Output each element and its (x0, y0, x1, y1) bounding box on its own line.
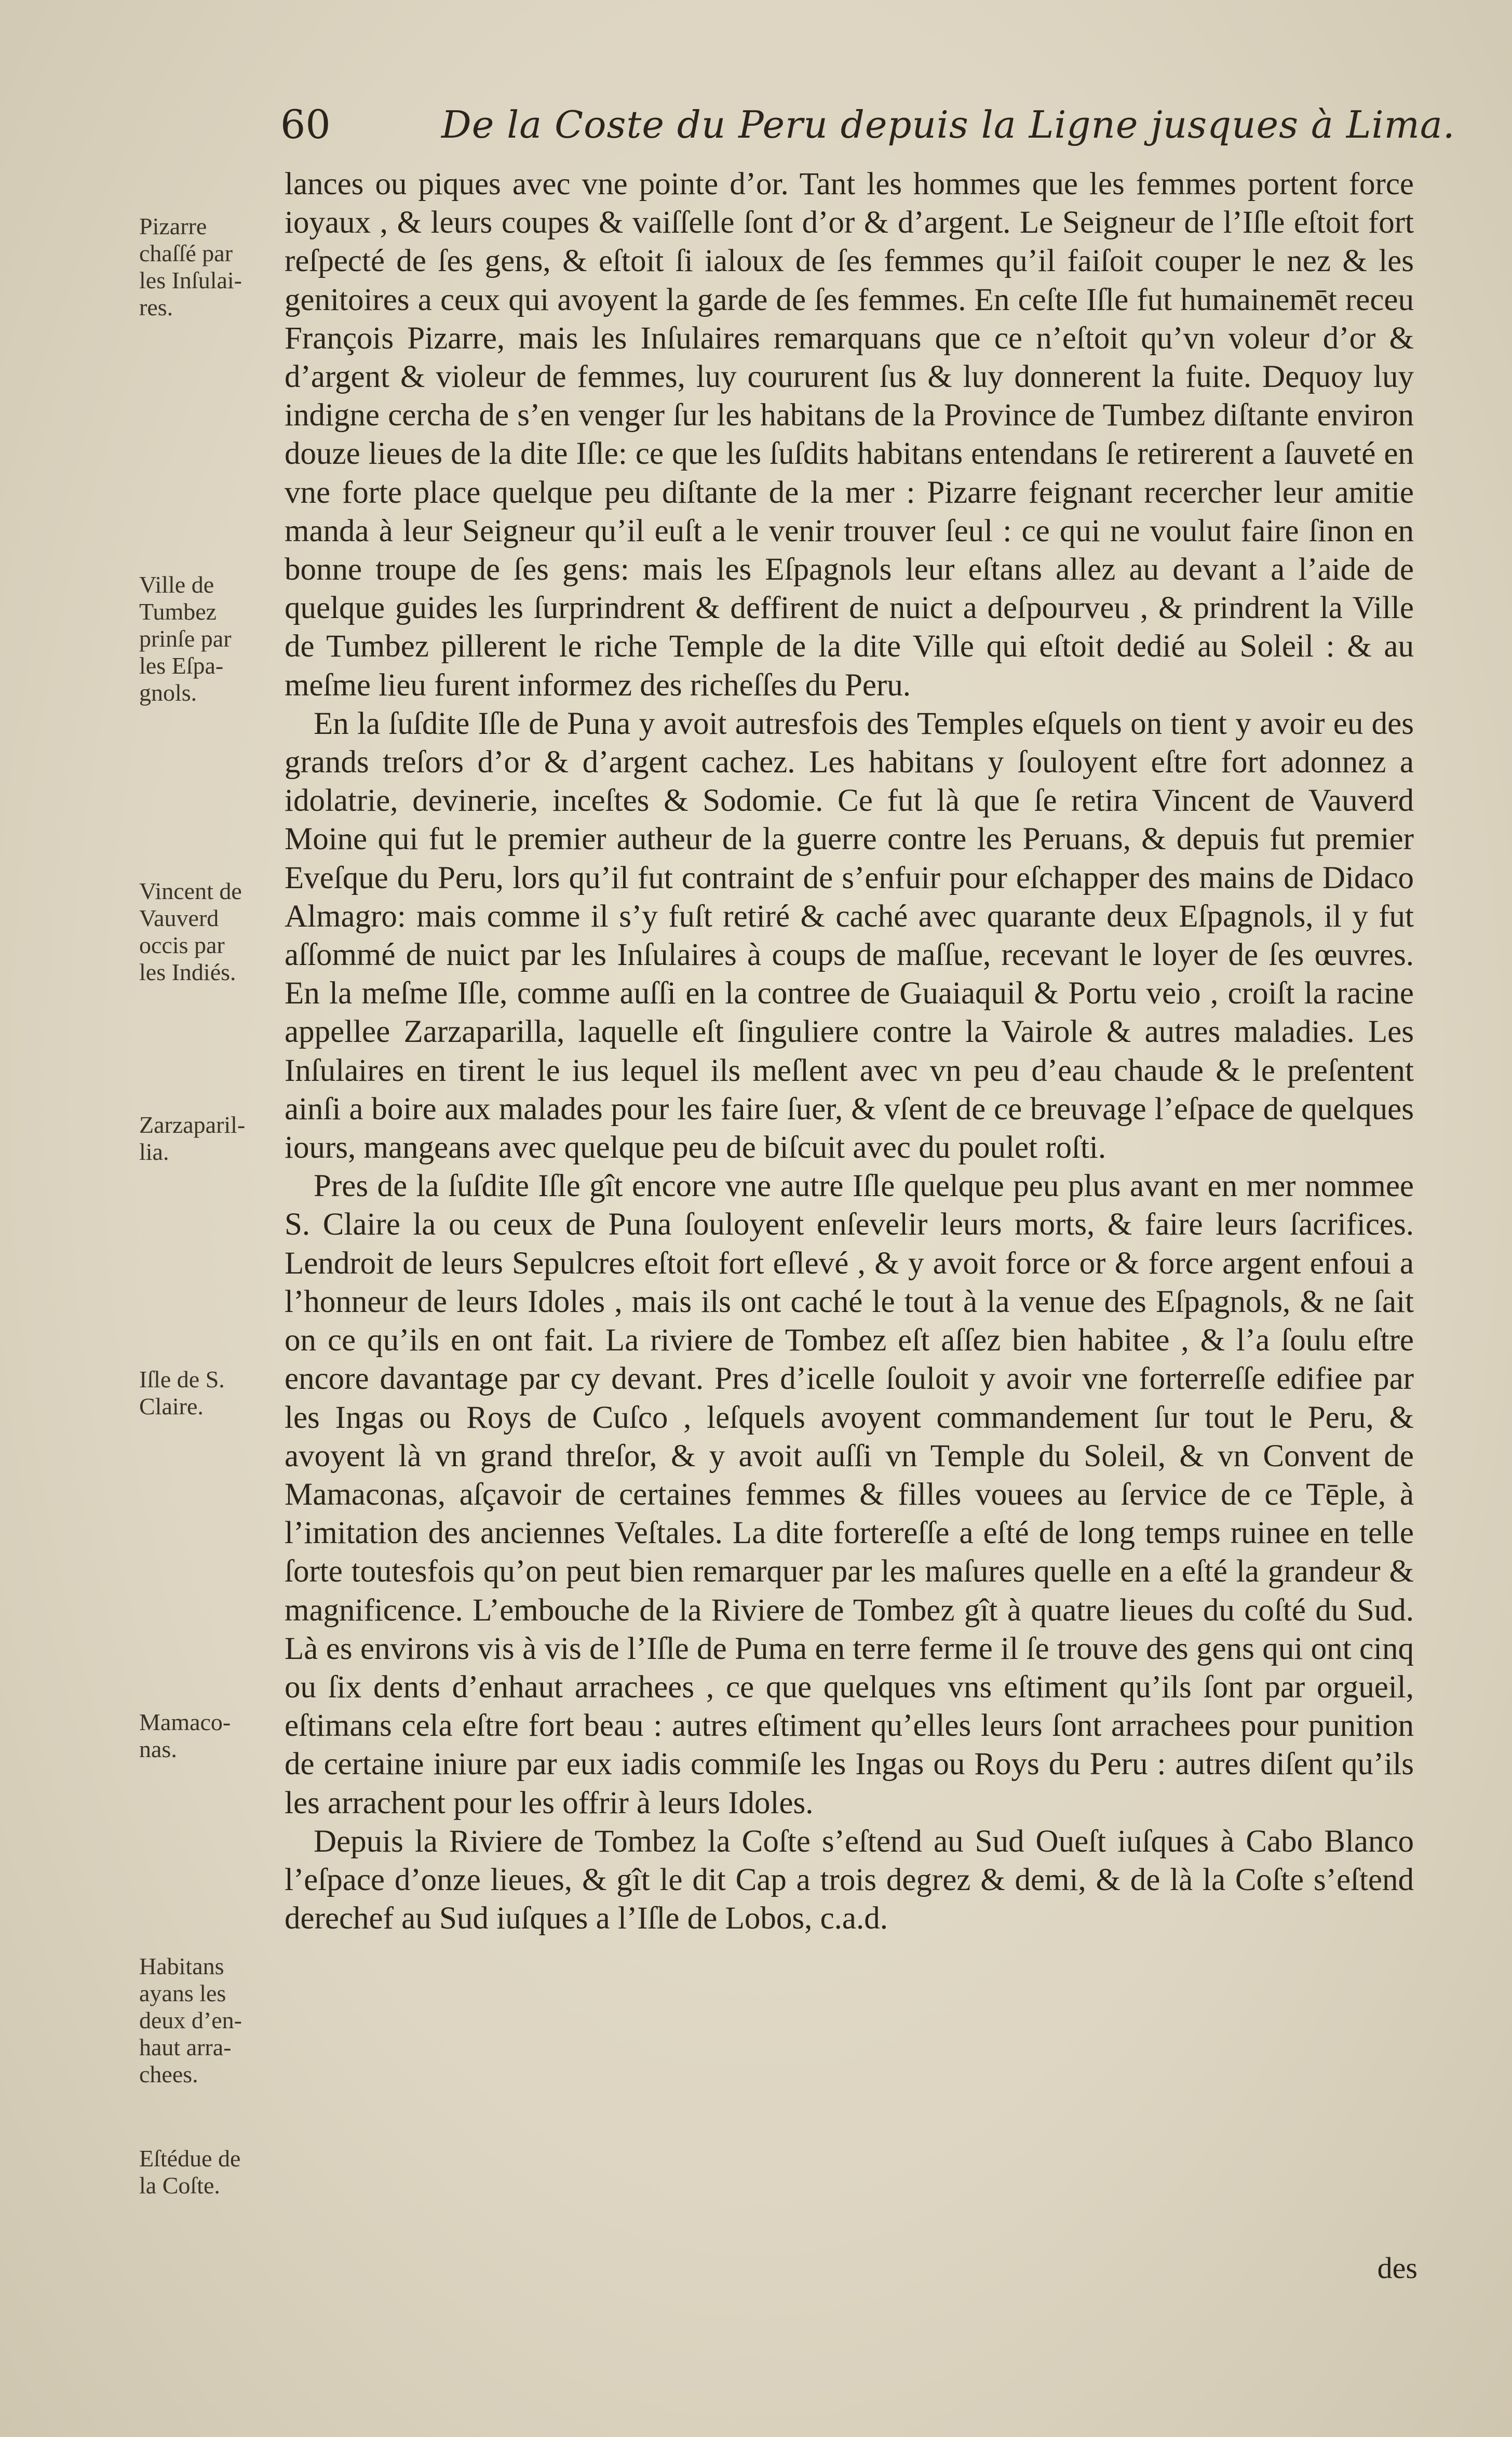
main-text (285, 165, 1414, 2264)
margin-note: Ville de Tumbez prinſe par les Eſpa- gnols. (139, 571, 232, 706)
margin-note: Mamaco- nas. (139, 1709, 231, 1762)
margin-note: Iſle de S. Claire. (139, 1366, 225, 1420)
paragraph: En la ſuſdite Iſle de Puna y avoit autresfois des Temples eſquels on tient y avoir eu des grands treſors d’or & d’argent cachez. Les habitans y ſouloyent eſtre fort adonnez a idolatrie, devinerie, inceſtes & Sodomie. Ce fut là que ſe retira Vincent de Vauverd Moine qui fut le premier autheur de la guerre contre les Peruans, & depuis fut premier Eveſque du Peru, lors qu’il fut contraint de s’enfuir pour eſchapper des mains de Didaco Almagro: mais comme il s’y fuſt retiré & caché avec quarante deux Eſpagnols, il y fut aſſommé de nuict par les Inſulaires à coups de maſſue, recevant le loyer de ſes œuvres. En la meſme Iſle, comme auſſi en la contree de Guaiaquil & Portu veio , croiſt la racine appellee Zarzaparilla, laquelle eſt ſinguliere contre la Vairole & autres maladies. Les Inſulaires en tirent le ius lequel ils meſlent avec vn peu d’eau chaude & le preſentent ainſi a boire aux malades pour les faire ſuer, & vſent de ce breuvage l’eſpace de quelques iours, mangeans avec quelque peu de biſcuit avec du poulet roſti. (285, 706, 1414, 1166)
page-number: 60 (280, 101, 331, 148)
paragraph: lances ou piques avec vne pointe d’or. Tant les hommes que les femmes portent force ioyaux , & leurs coupes & vaiſſelle ſont d’or & d’argent. Le Seigneur de l’Iſle eſtoit fort reſpecté de ſes gens, & eſtoit ſi ialoux de ſes femmes qu’il faiſoit couper le nez & les genitoires a ceux qui avoyent la garde de ſes femmes. En ceſte Iſle fut humainemēt receu François Pizarre, mais les Inſulaires remarquans que ce n’eſtoit qu’vn voleur d’or & d’argent & violeur de femmes, luy coururent ſus & luy donnerent la fuite. Dequoy luy indigne cercha de s’en venger ſur les habitans de la Province de Tumbez diſtante environ douze lieues de la dite Iſle: ce que les ſuſdits habitans entendans ſe retirerent a ſauveté en vne forte place quelque peu diſtante de la mer : Pizarre feignant recercher leur amitie manda à leur Seigneur qu’il euſt a le venir trouver ſeul : ce qui ne voulut faire ſinon en bonne troupe de ſes gens: mais les Eſpagnols leur eſtans allez au devant a l’aide de quelque guides les ſurprindrent & deffirent de nuict a deſpourveu , & prindrent la Ville de Tumbez pillerent le riche Temple de la dite Ville qui eſtoit dedié au Soleil : & au meſme lieu furent informez des richeſſes du Peru. (285, 167, 1414, 703)
margin-note: Zarzaparil- lia. (139, 1112, 246, 1165)
running-head: De la Coste du Peru depuis la Ligne jusques à Lima. (441, 103, 1455, 146)
paragraph: Pres de la ſuſdite Iſle gît encore vne autre Iſle quelque peu plus avant en mer nommee S. Claire la ou ceux de Puna ſouloyent enſevelir leurs morts, & faire leurs ſacrifices. Lendroit de leurs Sepulcres eſtoit fort eſlevé , & y avoit force or & force argent enfoui a l’honneur de leurs Idoles , mais ils ont caché le tout à la venue des Eſpagnols, & ne ſait on ce qu’ils en ont fait. La riviere de Tombez eſt aſſez bien habitee , & l’a ſoulu eſtre encore davantage par cy devant. Pres d’icelle ſouloit y avoir vne forterreſſe edifiee par les Ingas ou Roys de Cuſco , leſquels avoyent commandement ſur tout le Peru, & avoyent là vn grand threſor, & y avoit auſſi vn Temple du Soleil, & vn Convent de Mamaconas, aſçavoir de certaines femmes & filles vouees au ſervice de ce Tēple, à l’imitation des anciennes Veſtales. La dite fortereſſe a eſté de long temps ruinee en telle ſorte toutesfois qu’on peut bien remarquer par les maſures quelle en a eſté la grandeur & magnificence. L’embouche de la Riviere de Tombez gît à quatre lieues du coſté du Sud. Là es environs vis à vis de l’Iſle de Puma en terre ferme il ſe trouve des gens qui ont cinq ou ſix dents d’enhaut arrachees , ce que quelques vns eſtiment qu’ils ſont par orgueil, eſtimans cela eſtre fort beau : autres eſtiment qu’elles leurs ſont arrachees pour punition de certaine iniure par eux iadis commiſe les Ingas ou Roys du Peru : autres diſent qu’ils les arrachent pour les offrir à leurs Idoles. (285, 1169, 1414, 1820)
catchword: des (1377, 2251, 1418, 2285)
margin-note: Eſtédue de la Coſte. (139, 2145, 241, 2199)
margin-note: Pizarre chaſſé par les Inſulai- res. (139, 213, 242, 320)
margin-note: Habitans ayans les deux d’en- haut arra- chees. (139, 1953, 242, 2087)
paragraph: Depuis la Riviere de Tombez la Coſte s’eſtend au Sud Oueſt iuſques à Cabo Blanco l’eſpace d’onze lieues, & gît le dit Cap a trois degrez & demi, & de là la Coſte s’eſtend derechef au Sud iuſques a l’Iſle de Lobos, c.a.d. (285, 1824, 1414, 1936)
margin-note: Vincent de Vauverd occis par les Indiés. (139, 878, 242, 985)
page-header (270, 99, 1455, 151)
